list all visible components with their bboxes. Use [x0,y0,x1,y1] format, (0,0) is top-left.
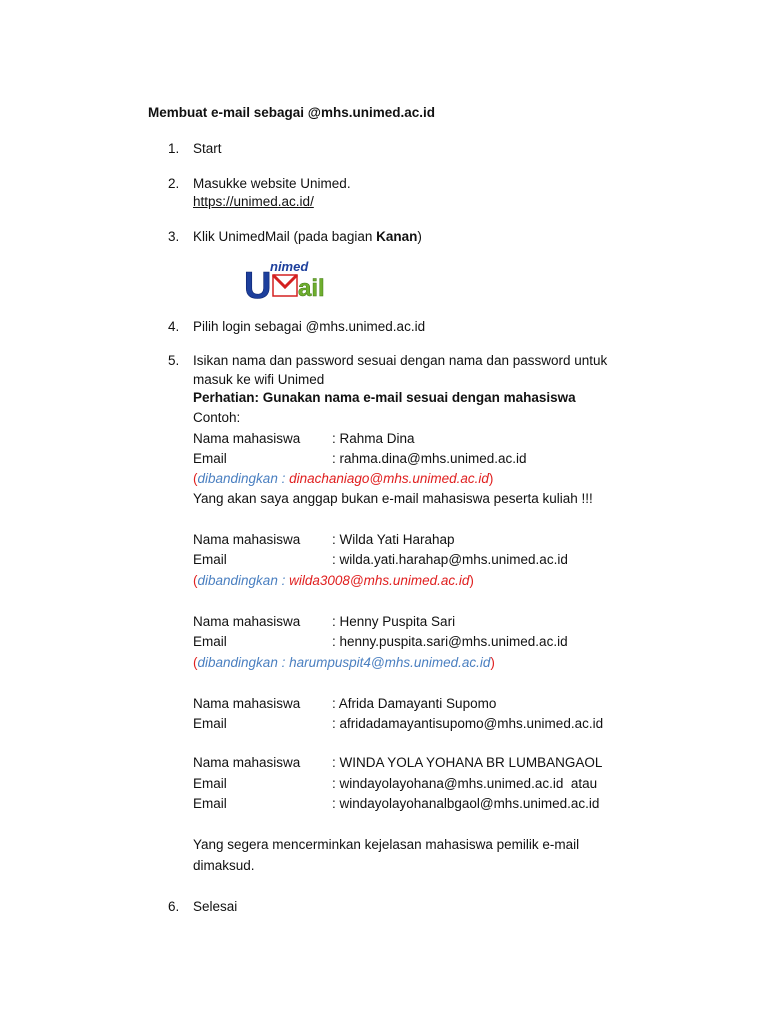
step-3-bold: Kanan [376,229,418,244]
example-1-name-value: : Rahma Dina [332,431,415,446]
step-3-text-b: ) [417,229,422,244]
example-5-email-value-2: : windayolayohanalbgaol@mhs.unimed.ac.id [332,796,600,811]
example-1-compare [193,471,493,486]
logo-word-ail: ail [298,275,325,302]
example-4-name-value: : Afrida Damayanti Supomo [332,696,497,711]
closing-note-line-1: Yang segera mencerminkan kejelasan mahasiswa pemilik e-mail [193,837,580,852]
close-paren: ) [490,655,495,670]
step-3-number: 3. [168,229,180,244]
logo-word-nimed: nimed [270,259,309,274]
closing-note-line-2: dimaksud. [193,858,255,873]
step-5-number: 5. [168,353,180,368]
attention-note: Perhatian: Gunakan nama e-mail sesuai dengan mahasiswa [193,390,576,405]
step-6-number: 6. [168,899,180,914]
compare-label: dibandingkan : [197,471,286,486]
example-3-name-label: Nama mahasiswa [193,614,301,629]
step-6-text: Selesai [193,899,238,914]
example-1-email-label: Email [193,451,227,466]
example-3-compare [193,655,495,670]
step-5-line-2: masuk ke wifi Unimed [193,372,325,387]
step-3-text [193,229,422,244]
example-2-email-value: : wilda.yati.harahap@mhs.unimed.ac.id [332,552,568,567]
unimed-mail-logo [244,258,352,302]
example-5-email-label-1: Email [193,776,227,791]
example-4-email-label: Email [193,716,227,731]
open-paren: ( [193,573,198,588]
note-not-student-email: Yang akan saya anggap bukan e-mail mahasiswa peserta kuliah !!! [193,491,593,506]
example-5-name-value: : WINDA YOLA YOHANA BR LUMBANGAOL [332,755,603,770]
close-paren: ) [488,471,494,486]
step-4-number: 4. [168,319,180,334]
compare-label: dibandingkan : [197,573,286,588]
example-3-email-label: Email [193,634,227,649]
open-paren: ( [193,471,198,486]
example-2-compare-email: wilda3008@mhs.unimed.ac.id [289,573,470,588]
example-5-name-label: Nama mahasiswa [193,755,301,770]
unimed-website-link[interactable]: https://unimed.ac.id/ [193,194,314,209]
step-3-text-a: Klik UnimedMail (pada bagian [193,229,377,244]
logo-letter-u: U [244,265,272,302]
example-1-name-label: Nama mahasiswa [193,431,301,446]
example-2-name-label: Nama mahasiswa [193,532,301,547]
example-4-name-label: Nama mahasiswa [193,696,301,711]
example-2-compare [193,573,474,588]
example-2-email-label: Email [193,552,227,567]
example-3-email-value: : henny.puspita.sari@mhs.unimed.ac.id [332,634,568,649]
example-5-email-label-2: Email [193,796,227,811]
step-2-number: 2. [168,176,180,191]
envelope-icon [273,275,297,296]
step-1-number: 1. [168,141,180,156]
step-2-text: Masukke website Unimed. [193,176,351,191]
close-paren: ) [469,573,474,588]
page-title: Membuat e-mail sebagai @mhs.unimed.ac.id [148,105,435,120]
example-5-email-value-1: : windayolayohana@mhs.unimed.ac.id atau [332,776,598,791]
example-3-compare-email: harumpuspit4@mhs.unimed.ac.id [289,655,491,670]
compare-label: dibandingkan : [197,655,286,670]
example-1-email-value: : rahma.dina@mhs.unimed.ac.id [332,451,527,466]
example-label: Contoh: [193,410,241,425]
open-paren: ( [193,655,198,670]
example-3-name-value: : Henny Puspita Sari [332,614,456,629]
example-4-email-value: : afridadamayantisupomo@mhs.unimed.ac.id [332,716,604,731]
example-1-compare-email: dinachaniago@mhs.unimed.ac.id [289,471,489,486]
step-5-line-1: Isikan nama dan password sesuai dengan nama dan password untuk [193,353,608,368]
step-1-text: Start [193,141,222,156]
step-4-text: Pilih login sebagai @mhs.unimed.ac.id [193,319,426,334]
example-2-name-value: : Wilda Yati Harahap [332,532,455,547]
